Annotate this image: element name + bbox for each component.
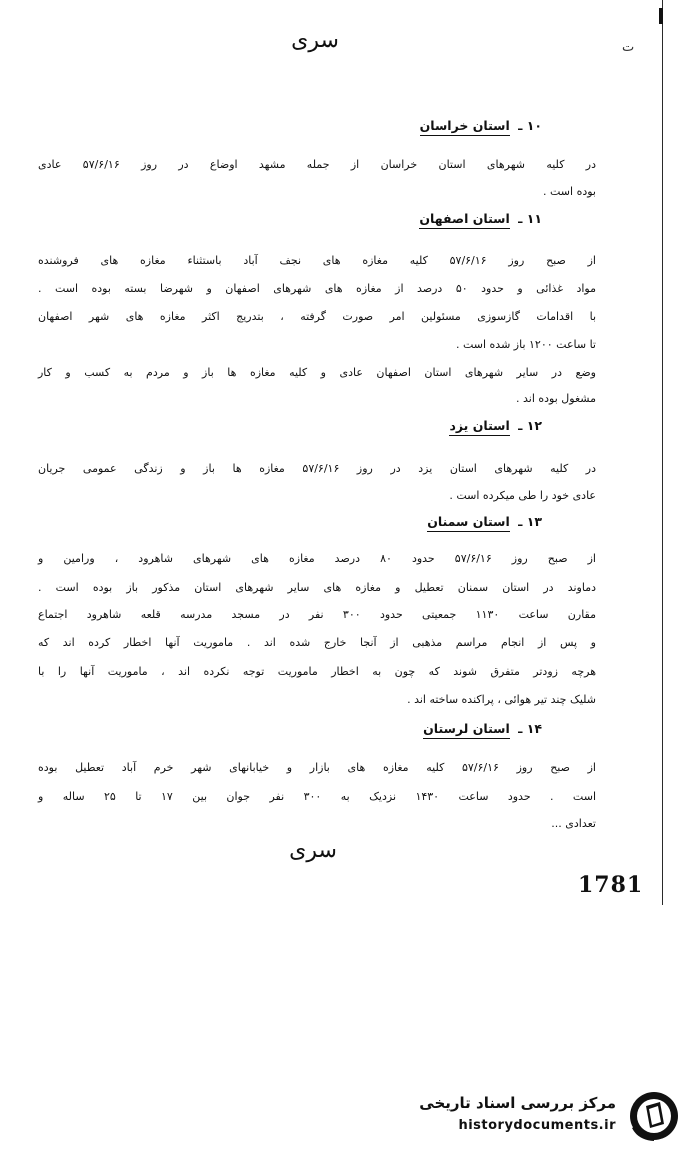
text-line: است . حدود ساعت ۱۴۳۰ نزدیک به ۳۰۰ نفر جوان بین ۱۷ تا ۲۵ ساله و xyxy=(38,790,597,803)
document-center-logo-icon xyxy=(624,1088,684,1144)
text-line: از صبح روز ۵۷/۶/۱۶ کلیه مغازه های بازار و خیابانهای شهر خرم آباد تعطیل بوده xyxy=(38,761,596,774)
section-heading xyxy=(427,514,542,529)
classification-top: سری xyxy=(291,28,339,53)
page-number: 1781 xyxy=(578,872,644,898)
section-heading xyxy=(420,118,542,133)
text-line: شلیک چند تیر هوائی ، پراکنده ساخته اند . xyxy=(407,693,596,706)
section-heading xyxy=(423,721,542,736)
section-title: استان خراسان xyxy=(420,118,510,136)
text-line: دماوند در استان سمنان تعطیل و مغازه های سایر شهرهای استان مذکور باز بوده است . xyxy=(38,581,596,594)
text-line: هرچه زودتر متفرق شوند که چون به اخطار ماموریت توجه نکرده اند ، ماموریت آنها را با xyxy=(38,665,596,678)
watermark-name: مرکز بررسی اسناد تاریخی xyxy=(419,1094,616,1112)
page-edge-mark xyxy=(659,8,663,24)
text-line: مواد غذائی و حدود ۵۰ درصد از مغازه های شهرهای اصفهان و شهرضا بسته بوده است . xyxy=(38,282,596,295)
section-number: ۱۴ ـ xyxy=(518,721,542,736)
section-number: ۱۰ ـ xyxy=(518,118,542,133)
section-title: استان یزد xyxy=(449,418,509,436)
corner-mark: ت xyxy=(622,40,635,55)
section-heading xyxy=(449,418,542,433)
text-line: و پس از انجام مراسم مذهبی از آنجا خارج شده اند . ماموریت آنها اخطار کرده اند که xyxy=(38,636,596,649)
text-line: تا ساعت ۱۲۰۰ باز شده است . xyxy=(455,338,596,351)
section-number: ۱۱ ـ xyxy=(518,211,542,226)
text-line: از صبح روز ۵۷/۶/۱۶ حدود ۸۰ درصد مغازه های شهرهای شاهرود ، ورامین و xyxy=(38,552,596,565)
text-line: بوده است . xyxy=(543,185,596,198)
text-line: از صبح روز ۵۷/۶/۱۶ کلیه مغازه های نجف آباد باستثناء مغازه های فروشنده xyxy=(38,254,596,267)
page-edge-line xyxy=(662,0,663,905)
text-line: با اقدامات گازسوزی مسئولین امر صورت گرفته ، بتدریج اکثر مغازه های شهر اصفهان xyxy=(38,310,596,323)
section-title: استان سمنان xyxy=(427,514,510,532)
watermark-url: historydocuments.ir xyxy=(458,1118,616,1133)
text-line: مقارن ساعت ۱۱۳۰ جمعیتی حدود ۳۰۰ نفر در مسجد مدرسه قلعه شاهرود اجتماع xyxy=(38,608,597,621)
text-line: وضع در سایر شهرهای استان اصفهان عادی و کلیه مغازه ها باز و مردم به کسب و کار xyxy=(38,366,596,379)
text-line: در کلیه شهرهای استان یزد در روز ۵۷/۶/۱۶ مغازه ها باز و زندگی عمومی جریان xyxy=(38,462,596,475)
section-heading xyxy=(419,211,542,226)
classification-bottom: سری xyxy=(289,838,337,863)
text-line: تعدادی ... xyxy=(551,817,596,830)
text-line: مشغول بوده اند . xyxy=(516,392,596,405)
text-line: عادی خود را طی میکرده است . xyxy=(449,489,596,502)
text-line: در کلیه شهرهای استان خراسان از جمله مشهد اوضاع در روز ۵۷/۶/۱۶ عادی xyxy=(38,158,596,171)
section-number: ۱۲ ـ xyxy=(518,418,542,433)
watermark xyxy=(420,1088,692,1144)
section-title: استان لرستان xyxy=(423,721,510,739)
section-number: ۱۳ ـ xyxy=(518,514,542,529)
section-title: استان اصفهان xyxy=(419,211,509,229)
